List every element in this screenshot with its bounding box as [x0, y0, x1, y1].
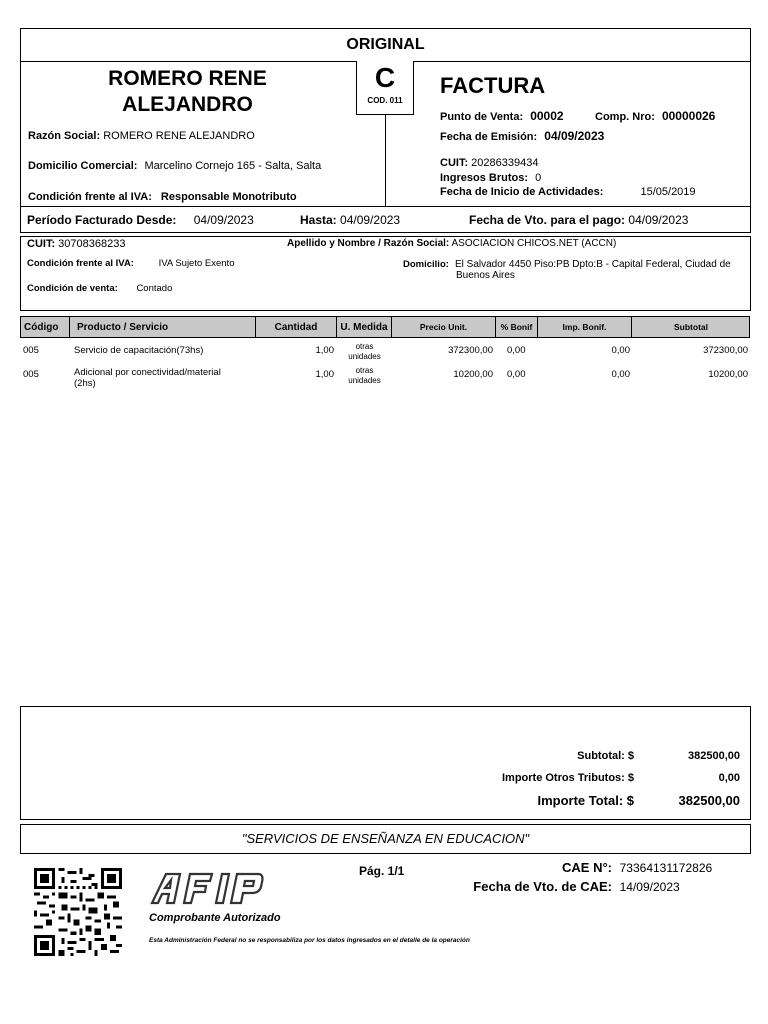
total-label: Importe Total: $: [537, 793, 634, 808]
issuer-razon-social: [28, 130, 255, 142]
row2-producto-line1: Adicional por conectividad/material: [74, 367, 221, 378]
comp-nro: [595, 109, 715, 123]
client-venta-label: Condición de venta:: [27, 283, 118, 294]
issuer-razon-social-label: Razón Social:: [28, 130, 101, 142]
issuer-cuit: [440, 157, 538, 169]
cae-vto-label: Fecha de Vto. de CAE:: [473, 879, 612, 894]
issuer-domicilio-label: Domicilio Comercial:: [28, 160, 138, 172]
period-desde-label: Período Facturado Desde:: [27, 213, 177, 227]
row2-producto-line2: (2hs): [74, 378, 96, 389]
punto-venta: [440, 109, 564, 123]
client-cuit-value: 30708368233: [58, 238, 126, 250]
row1-codigo: 005: [23, 345, 39, 356]
ingresos-brutos: [440, 172, 541, 184]
ingresos-brutos-label: Ingresos Brutos:: [440, 172, 529, 184]
row2-precio: 10200,00: [453, 369, 493, 380]
inicio-actividades-value: 15/05/2019: [640, 186, 696, 198]
th-bonif: % Bonif: [496, 316, 538, 338]
row2-imp-bonif: 0,00: [611, 369, 630, 380]
fecha-emision: [440, 129, 604, 143]
client-nombre-value: ASOCIACION CHICOS.NET (ACCN): [451, 238, 617, 249]
client-venta: [27, 283, 172, 294]
period-vto: [469, 213, 688, 227]
total-value: 382500,00: [678, 793, 740, 808]
invoice-title: FACTURA: [440, 73, 546, 98]
th-subtotal: Subtotal: [674, 322, 708, 332]
th-imp-bonif: Imp. Bonif.: [538, 316, 632, 338]
punto-venta-label: Punto de Venta:: [440, 111, 524, 123]
row1-imp-bonif: 0,00: [611, 345, 630, 356]
inicio-actividades: [440, 186, 696, 198]
client-venta-value: Contado: [136, 283, 173, 294]
comp-nro-value: 00000026: [661, 109, 716, 123]
client-iva: [27, 258, 234, 269]
row1-bonif: 0,00: [507, 345, 526, 356]
period-desde-value: 04/09/2023: [193, 213, 254, 227]
invoice-type-code: COD. 011: [367, 96, 403, 105]
qr-code: [32, 868, 124, 956]
row1-cantidad: 1,00: [315, 345, 334, 356]
punto-venta-value: 00002: [530, 109, 564, 123]
issuer-iva: [28, 191, 297, 203]
row1-subtotal: 372300,00: [703, 345, 748, 356]
row1-medida-line2: unidades: [348, 352, 381, 361]
copy-label: ORIGINAL: [346, 36, 425, 53]
invoice-type-letter: C: [374, 62, 396, 93]
cae-label: CAE N°:: [562, 860, 612, 875]
cae-value: 73364131172826: [619, 861, 713, 875]
note-text: "SERVICIOS DE ENSEÑANZA EN EDUCACION": [241, 831, 530, 846]
fecha-emision-value: 04/09/2023: [544, 129, 605, 143]
th-producto: Producto / Servicio: [70, 316, 256, 338]
th-precio: Precio Unit.: [392, 316, 496, 338]
afip-logo: [148, 870, 266, 906]
issuer-name-line1: ROMERO RENE: [108, 67, 267, 90]
subtotal-label: Subtotal: $: [577, 750, 634, 762]
period-vto-label: Fecha de Vto. para el pago:: [469, 213, 626, 227]
cae: [480, 860, 720, 875]
comprobante-autorizado: Comprobante Autorizado: [149, 912, 281, 924]
row1-precio: 372300,00: [448, 345, 493, 356]
client-iva-label: Condición frente al IVA:: [27, 258, 134, 269]
subtotal-value: 382500,00: [688, 750, 740, 762]
client-domicilio-label: Domicilio:: [403, 259, 449, 270]
comp-nro-label: Comp. Nro:: [595, 111, 655, 123]
th-codigo: Código: [20, 316, 70, 338]
issuer-iva-label: Condición frente al IVA:: [28, 191, 152, 203]
client-iva-value: IVA Sujeto Exento: [158, 258, 235, 269]
issuer-domicilio-value: Marcelino Cornejo 165 - Salta, Salta: [144, 160, 322, 172]
inicio-actividades-label: Fecha de Inicio de Actividades:: [440, 186, 604, 198]
client-cuit-label: CUIT:: [27, 238, 56, 250]
header-divider: [385, 115, 386, 207]
row1-medida-line1: otras: [355, 342, 374, 351]
period-vto-value: 04/09/2023: [628, 213, 689, 227]
page-number: Pág. 1/1: [359, 864, 405, 878]
row2-bonif: 0,00: [507, 369, 526, 380]
issuer-iva-value: Responsable Monotributo: [160, 191, 297, 203]
period-hasta: [300, 213, 400, 227]
client-nombre-label: Apellido y Nombre / Razón Social:: [287, 238, 450, 249]
row2-medida-line2: unidades: [348, 376, 381, 385]
client-domicilio-line2: Buenos Aires: [456, 270, 515, 281]
period-hasta-value: 04/09/2023: [340, 213, 401, 227]
th-medida: U. Medida: [337, 316, 392, 338]
client-domicilio-line1: El Salvador 4450 Piso:PB Dpto:B - Capital Federal, Ciudad de: [455, 259, 731, 270]
issuer-name-line2: ALEJANDRO: [122, 93, 253, 116]
issuer-cuit-label: CUIT:: [440, 157, 469, 169]
row2-medida-line1: otras: [355, 366, 374, 375]
ingresos-brutos-value: 0: [535, 172, 542, 184]
disclaimer: Esta Administración Federal no se responsabiliza por los datos ingresados en el detalle de la operación: [149, 937, 470, 944]
client-nombre: [287, 238, 616, 249]
afip-logo-text: [0, 0, 1, 1]
row1-producto-line1: Servicio de capacitación(73hs): [74, 345, 204, 356]
issuer-domicilio: [28, 160, 321, 172]
row2-cantidad: 1,00: [315, 369, 334, 380]
issuer-razon-social-value: ROMERO RENE ALEJANDRO: [103, 130, 255, 142]
otros-tributos-value: 0,00: [718, 772, 740, 784]
th-cantidad: Cantidad: [256, 316, 337, 338]
issuer-cuit-value: 20286339434: [471, 157, 539, 169]
period-hasta-label: Hasta:: [300, 213, 337, 227]
row2-codigo: 005: [23, 369, 39, 380]
period-desde: [27, 213, 254, 227]
cae-vto-value: 14/09/2023: [619, 880, 680, 894]
cae-vto: [470, 879, 730, 894]
row2-subtotal: 10200,00: [708, 369, 748, 380]
otros-tributos-label: Importe Otros Tributos: $: [501, 772, 634, 784]
fecha-emision-label: Fecha de Emisión:: [440, 131, 538, 143]
client-cuit: [27, 238, 125, 250]
